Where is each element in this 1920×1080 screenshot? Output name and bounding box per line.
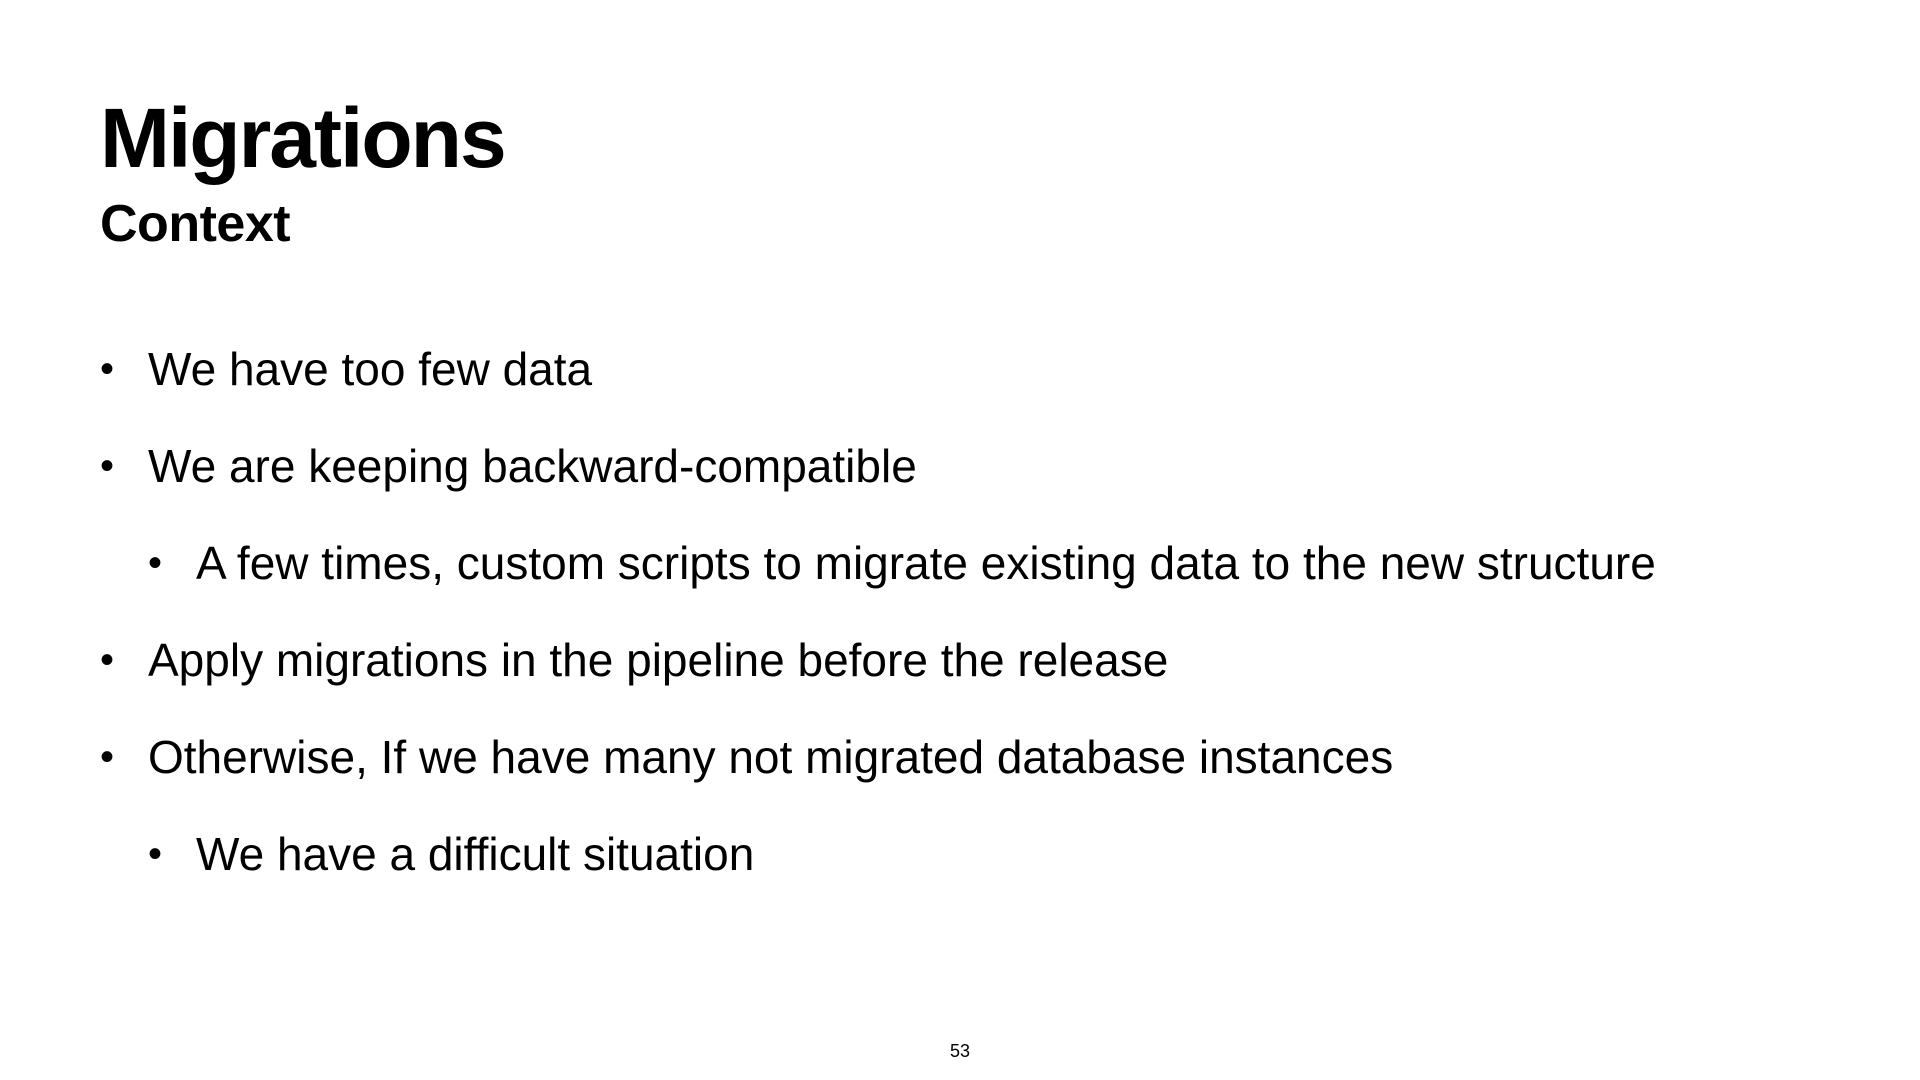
- bullet-text: We have too few data: [148, 343, 593, 395]
- bullet-icon: •: [100, 638, 115, 682]
- slide-title: Migrations: [100, 91, 505, 185]
- bullet-text: A few times, custom scripts to migrate existing data to the new structure: [196, 537, 1656, 589]
- sub-bullet-item: [100, 534, 1860, 631]
- bullet-text: Otherwise, If we have many not migrated database instances: [148, 731, 1394, 783]
- slide-subtitle: Context: [100, 195, 291, 253]
- bullet-text: We are keeping backward-compatible: [148, 440, 917, 492]
- bullet-list: [100, 340, 1860, 922]
- sub-bullet-item: [100, 825, 1860, 922]
- bullet-icon: •: [100, 444, 115, 488]
- bullet-item: [100, 340, 1860, 437]
- bullet-text: Apply migrations in the pipeline before the release: [148, 634, 1169, 686]
- bullet-icon: •: [148, 832, 163, 876]
- bullet-text: We have a difficult situation: [196, 828, 755, 880]
- bullet-item: [100, 437, 1860, 534]
- bullet-icon: •: [100, 347, 115, 391]
- page-number: 53: [949, 1041, 971, 1061]
- bullet-icon: •: [100, 735, 115, 779]
- bullet-item: [100, 728, 1860, 825]
- bullet-item: [100, 631, 1860, 728]
- bullet-icon: •: [148, 541, 163, 585]
